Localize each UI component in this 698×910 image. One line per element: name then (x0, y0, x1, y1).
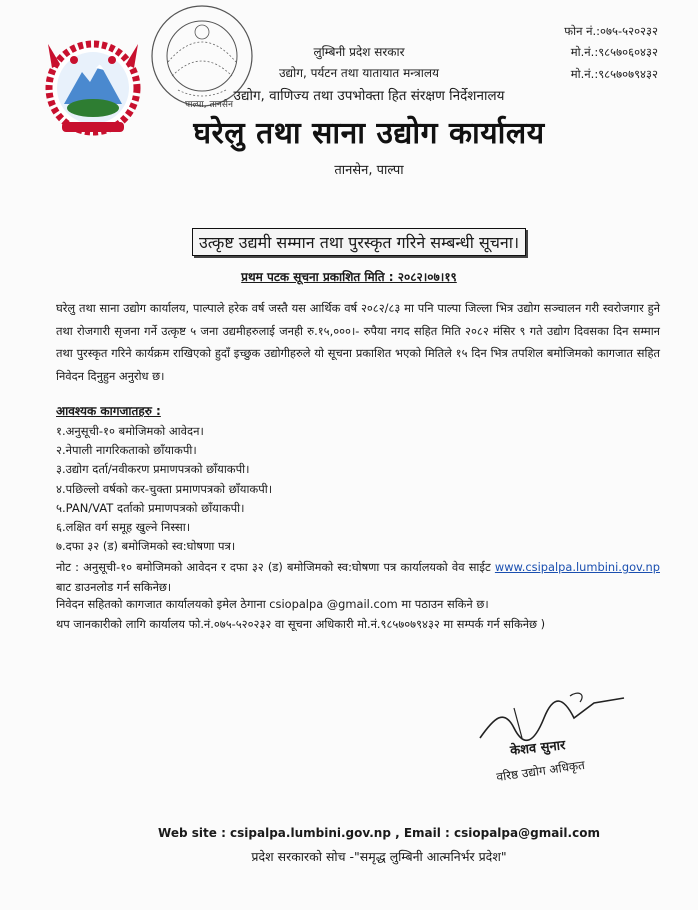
download-website-link[interactable]: www.csipalpa.lumbini.gov.np (494, 560, 660, 574)
note-text: नोट : अनुसूची-१० बमोजिमको आवेदन र दफा ३२ (ड) बमोजिमको स्व:घोषणा पत्र कार्यालयको वेव साईट (56, 560, 491, 574)
note-paragraph (56, 557, 660, 597)
phone-number: फोन नं.:०७५-५२०२३२ (564, 24, 658, 38)
footer-motto: प्रदेश सरकारको सोच -"समृद्ध लुम्बिनी आत्मनिर्भर प्रदेश" (251, 849, 507, 864)
document-item: ५.PAN/VAT दर्ताको प्रमाणपत्रको छाँयाकपी। (56, 500, 245, 515)
documents-title: आवश्यक कागजातहरु : (56, 404, 161, 418)
signatory-name: केशव सुनार (509, 738, 567, 759)
document-item: २.नेपाली नागरिकताको छाँयाकपी। (56, 443, 197, 458)
signatory-title: वरिष्ठ उद्योग अधिकृत (495, 757, 586, 785)
document-item: ६.लक्षित वर्ग समूह खुल्ने निस्सा। (56, 520, 191, 535)
mobile-number-2: मो.नं.:९८५७०७९४३२ (570, 67, 658, 81)
document-item: १.अनुसूची-१० बमोजिमको आवेदन। (56, 424, 204, 438)
document-item: ३.उद्योग दर्ता/नवीकरण प्रमाणपत्रको छाँयाकपी। (56, 462, 250, 477)
contact-instruction: थप जानकारीको लागि कार्यालय फो.नं.०७५-५२०२३२ वा सूचना अधिकारी मो.नं.९८५७०७९४३२ मा सम्पर्क गर्न सकिनेछ ) (56, 617, 546, 631)
office-location: तानसेन, पाल्पा (334, 163, 404, 178)
footer-contact: Web site : csipalpa.lumbini.gov.np , Email : csiopalpa@gmail.com (158, 826, 600, 840)
document-item: ४.पछिल्लो वर्षको कर-चुक्ता प्रमाणपत्रको छाँयाकपी। (56, 481, 273, 496)
ministry-name: उद्योग, पर्यटन तथा यातायात मन्त्रालय (278, 66, 439, 80)
mobile-number-1: मो.नं.:९८५७०६०४३२ (570, 45, 658, 59)
directorate-name: उद्योग, वाणिज्य तथा उपभोक्ता हित संरक्षण निर्देशनालय (233, 88, 505, 104)
documents-list (56, 422, 272, 556)
document-item: ७.दफा ३२ (ड) बमोजिमको स्व:घोषणा पत्र। (56, 539, 236, 554)
notice-subject: उत्कृष्ट उद्यमी सम्मान तथा पुरस्कृत गरिने सम्बन्धी सूचना। (192, 228, 526, 256)
note-tail: बाट डाउनलोड गर्न सकिनेछ। (56, 580, 172, 594)
government-name: लुम्बिनी प्रदेश सरकार (313, 45, 405, 59)
notice-body: घरेलु तथा साना उद्योग कार्यालय, पाल्पाले हरेक वर्ष जस्तै यस आर्थिक वर्ष २०८२/८३ मा पनि पाल्पा जिल्ला भित्र उद्योग सञ्चालन गरी स्वरोजगार हुने तथा रोजगारी सृजना गर्ने उत्कृष्ट ५ जना उद्यमीहरुलाई जनही रु.१५,०००।- रुपैया नगद सहित मिति २०८२ मंसिर ९ गते उद्योग दिवसका दिन सम्मान तथा पुरस्कृत गरिने कार्यक्रम राखिएको हुदाँ इच्छुक उद्योगीहरुले यो सूचना प्रकाशित भएको मितिले १५ दिन भित्र तपशिल बमोजिमको कागजात सहित निवेदन दिनुहुन अनुरोध छ। (56, 301, 660, 383)
stamp-location-text: पाल्पा, तानसेन (185, 100, 234, 110)
email-instruction: निवेदन सहितको कागजात कार्यालयको इमेल ठेगाना csiopalpa @gmail.com मा पठाउन सकिने छ। (56, 597, 489, 611)
published-date-line (0, 268, 698, 285)
office-title: घरेलु तथा साना उद्योग कार्यालय (193, 116, 545, 151)
published-date: प्रथम पटक सूचना प्रकाशित मिति : २०८२।०७।१९ (241, 270, 457, 284)
subject-wrapper (0, 228, 698, 256)
